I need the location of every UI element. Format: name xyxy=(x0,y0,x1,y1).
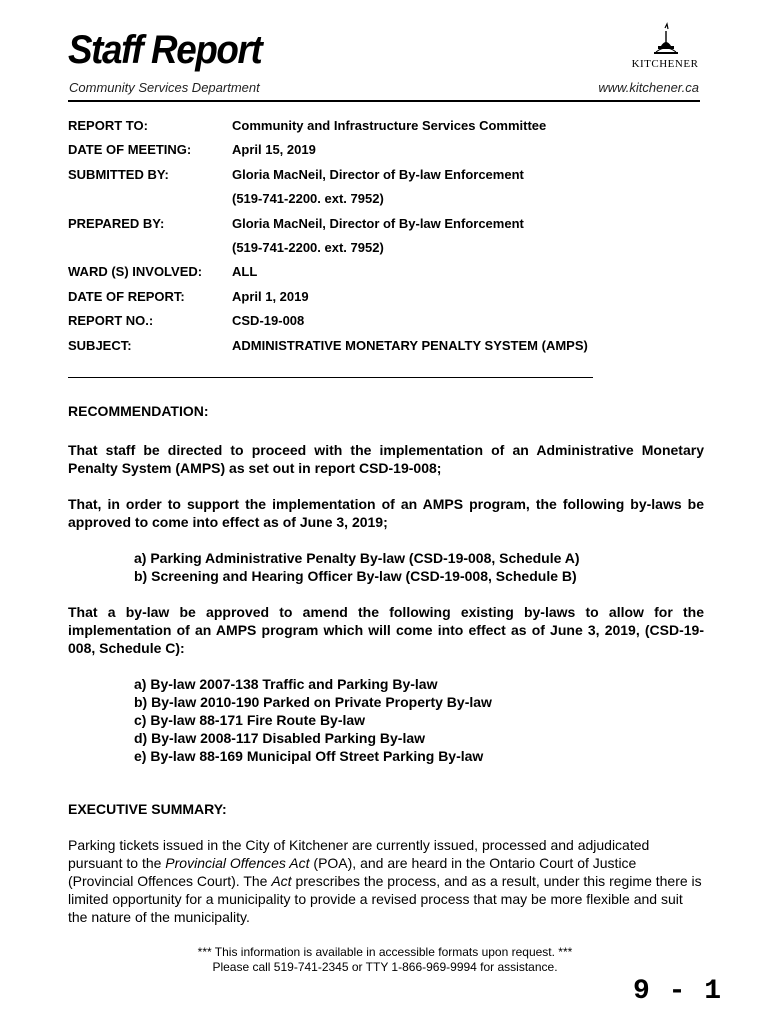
meta-row xyxy=(68,142,708,158)
meta-row xyxy=(68,313,708,329)
header-divider xyxy=(68,100,700,102)
list-item: b) Screening and Hearing Officer By-law (CSD-19-008, Schedule B) xyxy=(134,568,577,584)
executive-summary-heading: EXECUTIVE SUMMARY: xyxy=(68,801,227,817)
meta-label: DATE OF MEETING: xyxy=(68,142,192,158)
meta-value: (519-741-2200. ext. 7952) xyxy=(232,239,384,255)
meta-label: REPORT TO: xyxy=(68,118,148,133)
list-item: a) By-law 2007-138 Traffic and Parking By-law xyxy=(134,676,438,692)
list-item: a) Parking Administrative Penalty By-law (CSD-19-008, Schedule A) xyxy=(134,550,580,566)
meta-value: Gloria MacNeil, Director of By-law Enforcement xyxy=(232,215,524,231)
meta-row xyxy=(68,264,708,280)
meta-row xyxy=(68,191,708,207)
report-body xyxy=(68,403,704,926)
meta-row xyxy=(68,289,708,305)
meta-label: DATE OF REPORT: xyxy=(68,288,185,304)
list-item: e) By-law 88-169 Municipal Off Street Parking By-law xyxy=(134,748,484,764)
meta-label: SUBJECT: xyxy=(68,337,132,353)
meta-value: April 1, 2019 xyxy=(232,288,309,304)
list-item: c) By-law 88-171 Fire Route By-law xyxy=(134,712,366,728)
recommendation-para: That a by-law be approved to amend the following existing by-laws to allow for the implementation of an AMPS program which will come into effect as of June 3, 2019, (CSD-19-008, Schedule C): xyxy=(68,604,704,656)
summary-text: (POA), and are heard in the Ontario Court of Justice (Provincial Offences Court). The xyxy=(68,855,637,889)
summary-text: prescribes the process, and as a result, under this regime there is limited opportunity for a municipality to provide a revised process that may be more flexible and suit the nature of the municipality. xyxy=(68,873,702,925)
meta-label: WARD (S) INVOLVED: xyxy=(68,264,203,280)
meta-row xyxy=(68,240,708,256)
report-title: Staff Report xyxy=(68,28,262,72)
report-metadata xyxy=(68,118,708,362)
meta-row xyxy=(68,167,708,183)
meta-value: ADMINISTRATIVE MONETARY PENALTY SYSTEM (AMPS) xyxy=(232,337,588,353)
act-name: Act xyxy=(271,873,292,889)
recommendation-para: That, in order to support the implementation of an AMPS program, the following by-laws be approved to come into effect as of June 3, 2019; xyxy=(68,496,704,530)
page-number: 9 - 1 xyxy=(632,976,722,1007)
bylaw-list xyxy=(68,549,704,585)
meta-row xyxy=(68,118,708,134)
meta-value: Community and Infrastructure Services Committee xyxy=(232,118,547,133)
bylaw-amend-list xyxy=(68,675,704,765)
metadata-divider xyxy=(68,377,593,378)
meta-label xyxy=(68,191,232,207)
accessibility-footer xyxy=(0,945,770,975)
recommendation-para: That staff be directed to proceed with the implementation of an Administrative Monetary Penalty System (AMPS) as set out in report CSD-19-008; xyxy=(68,442,704,476)
meta-value: April 15, 2019 xyxy=(232,142,316,158)
executive-summary-text xyxy=(68,836,704,926)
meta-value: CSD-19-008 xyxy=(232,313,305,329)
summary-text: Parking tickets issued in the City of Kitchener are currently issued, processed and adjudicated pursuant to the xyxy=(68,837,650,871)
meta-value: Gloria MacNeil, Director of By-law Enforcement xyxy=(232,166,524,182)
city-hall-icon xyxy=(628,22,702,62)
website-link: www.kitchener.ca xyxy=(598,80,699,95)
meta-row xyxy=(68,216,708,232)
meta-label: SUBMITTED BY: xyxy=(68,166,169,182)
meta-label xyxy=(68,240,232,256)
kitchener-logo xyxy=(628,22,702,74)
meta-label: PREPARED BY: xyxy=(68,215,165,231)
meta-label: REPORT NO.: xyxy=(68,313,154,329)
act-name: Provincial Offences Act xyxy=(165,855,310,871)
list-item: d) By-law 2008-117 Disabled Parking By-law xyxy=(134,730,426,746)
recommendation-heading: RECOMMENDATION: xyxy=(68,403,209,419)
meta-value: ALL xyxy=(232,264,258,280)
footer-line: Please call 519-741-2345 or TTY 1-866-969-9994 for assistance. xyxy=(212,960,558,974)
meta-row xyxy=(68,338,708,354)
meta-value: (519-741-2200. ext. 7952) xyxy=(232,191,384,207)
logo-wordmark: KITCHENER xyxy=(631,58,699,70)
department-name: Community Services Department xyxy=(69,80,260,95)
list-item: b) By-law 2010-190 Parked on Private Property By-law xyxy=(134,694,492,710)
footer-line: *** This information is available in accessible formats upon request. *** xyxy=(197,945,573,959)
